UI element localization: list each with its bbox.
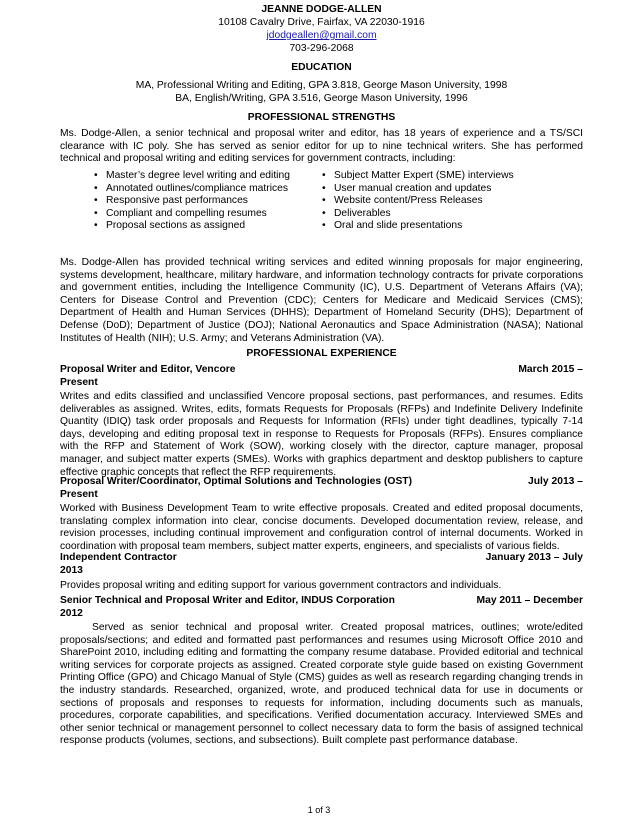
job-dates-end: 2013 bbox=[60, 564, 83, 576]
strengths-right-column bbox=[322, 170, 514, 233]
job-header bbox=[60, 476, 583, 501]
job-header bbox=[60, 364, 583, 389]
strengths-left-column bbox=[94, 170, 290, 233]
education-entry: MA, Professional Writing and Editing, GPA 3.818, George Mason University, 1998 bbox=[135, 80, 508, 91]
job-description: Writes and edits classified and unclassified Vencore proposal sections, past performances, and resumes. Edits deliverables as assigned. Writes, edits, formats Requests for Proposals (RFPs) and Indefinite Delivery Indefinite Quantity (IDIQ) task order proposals and Requests for Information (RFIs) under tight deadlines, typically 7-14 days, developing and editing proposal text in response to Requests for Proposals (RFPs). Ensures compliance with the RFP and Statement of Work (SOW), working closely with the director, capture manager, proposal manager, and subject matter experts (SMEs). Works with graphics department and desktop publishers to capture effective graphic concepts that reflect the RFP requirements. bbox=[60, 391, 583, 478]
list-item: • Responsive past performances bbox=[94, 195, 290, 208]
job-title: Proposal Writer and Editor, Vencore bbox=[60, 364, 236, 375]
education-entry: BA, English/Writing, GPA 3.516, George Mason University, 1996 bbox=[175, 93, 468, 104]
list-item: • Oral and slide presentations bbox=[322, 220, 514, 233]
job-dates-end: 2012 bbox=[60, 607, 83, 619]
job-dates: March 2015 – bbox=[518, 364, 583, 375]
experience-heading: PROFESSIONAL EXPERIENCE bbox=[246, 348, 397, 359]
job-header bbox=[60, 595, 583, 620]
job-dates: July 2013 – bbox=[528, 476, 583, 487]
strengths-summary: Ms. Dodge-Allen has provided technical writing services and edited winning proposals for major engineering, systems development, healthcare, military hardware, and information technology contracts for private corporations and government entities, including the Intelligence Community (IC), U.S. Department of Veterans Affairs (VA); Centers for Disease Control and Prevention (CDC); Centers for Medicare and Medicaid Services (CMS); Department of Health and Human Services (DHHS); Department of Homeland Security (DHS); Department of Defense (DoD); Department of Justice (DOJ); National Aeronautics and Space Administration (NASA); National Institutes of Health (NIH); U.S. Army; and Veterans Administration (VA). bbox=[60, 257, 583, 344]
list-item: • Master’s degree level writing and editing bbox=[94, 170, 290, 183]
phone: 703-296-2068 bbox=[289, 43, 354, 54]
job-description: Worked with Business Development Team to write effective proposals. Created and edited proposal documents, translating complex information into clear, concise documents. Developed documentation review, release, and revision processes, including continual improvement and configuration control of internal documents. Worked in coordination with proposal team members, subject matter experts, engineers, and specialists of various fields. bbox=[60, 503, 583, 552]
email-link[interactable]: jdodgeallen@gmail.com bbox=[266, 30, 377, 41]
education-heading: EDUCATION bbox=[291, 62, 352, 73]
job-dates-end: Present bbox=[60, 376, 98, 388]
job-dates: January 2013 – July bbox=[485, 552, 583, 563]
strengths-heading: PROFESSIONAL STRENGTHS bbox=[247, 112, 396, 123]
job-title: Independent Contractor bbox=[60, 552, 177, 563]
job-dates-end: Present bbox=[60, 488, 98, 500]
list-item: • Subject Matter Expert (SME) interviews bbox=[322, 170, 514, 183]
candidate-name: JEANNE DODGE-ALLEN bbox=[261, 4, 382, 15]
list-item: • Proposal sections as assigned bbox=[94, 220, 290, 233]
job-dates: May 2011 – December bbox=[476, 595, 583, 606]
list-item: • User manual creation and updates bbox=[322, 183, 514, 196]
job-title: Proposal Writer/Coordinator, Optimal Solutions and Technologies (OST) bbox=[60, 476, 413, 487]
list-item: • Deliverables bbox=[322, 208, 514, 221]
address: 10108 Cavalry Drive, Fairfax, VA 22030-1916 bbox=[218, 17, 425, 28]
job-description: Provides proposal writing and editing support for various government contractors and individuals. bbox=[60, 580, 502, 591]
list-item: • Website content/Press Releases bbox=[322, 195, 514, 208]
list-item: • Annotated outlines/compliance matrices bbox=[94, 183, 290, 196]
job-header bbox=[60, 552, 583, 577]
list-item: • Compliant and compelling resumes bbox=[94, 208, 290, 221]
job-description: Served as senior technical and proposal writer. Created proposal matrices, outlines; wrote/edited proposals/sections; and edited and formatted past performances and resumes using Microsoft Office 2010 and SharePoint 2010, including editing and formatting the company resume database. Provided editorial and technical writing services for corporate projects as assigned. Created corporate style guide based on existing Government Printing Office (GPO) and Chicago Manual of Style (CMS) guides as well as research regarding changing trends in the industry standards. Researched, organized, wrote, and produced technical data for use in documents or sections of proposals and responses to requests for information, including documents such as manuals, procedures, corporate capabilities, and specifications. Verified documentation accuracy. Interviewed SMEs and other senior technical or management personnel to collect necessary data to form the basis of assigned technical response products (volumes, sections, and subsections). Built complete past performance database. bbox=[60, 622, 583, 747]
job-title: Senior Technical and Proposal Writer and Editor, INDUS Corporation bbox=[60, 595, 395, 606]
strengths-intro: Ms. Dodge-Allen, a senior technical and proposal writer and editor, has 18 years of experience and a TS/SCI clearance with IC poly. She has served as senior editor for up to nine technical writers. She has performed technical and proposal writing and editing services for government contracts, including: bbox=[60, 128, 583, 165]
page-number: 1 of 3 bbox=[307, 805, 331, 815]
